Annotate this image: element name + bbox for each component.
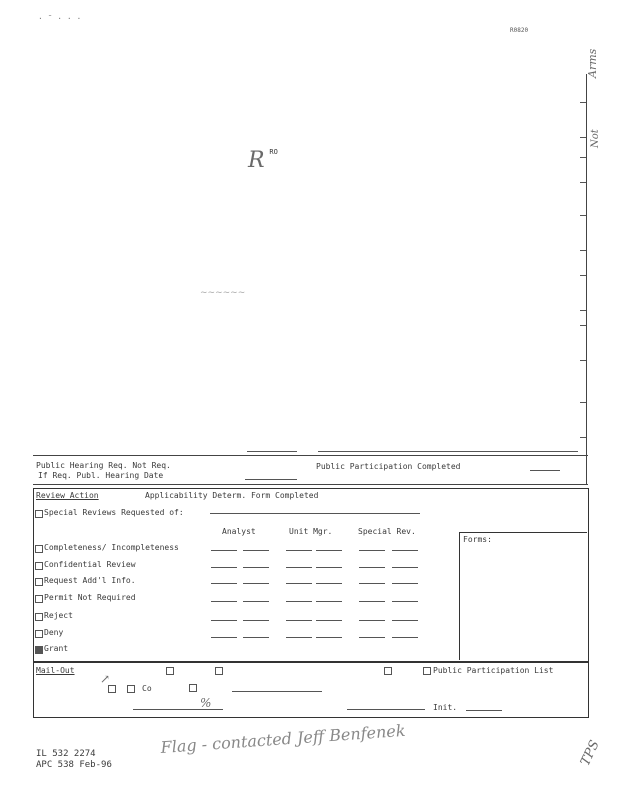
public-participation-label: Public Participation Completed	[316, 462, 461, 471]
mail-checkbox-1[interactable]	[166, 667, 174, 675]
deny-checkbox[interactable]	[35, 630, 43, 638]
request-info-label: Request Add'l Info.	[44, 576, 136, 585]
review-action-title: Review Action	[36, 491, 99, 500]
request-info-checkbox[interactable]	[35, 578, 43, 586]
public-hearing-label: Public Hearing Req. Not Req.	[36, 461, 171, 470]
mail-checkbox-6[interactable]	[189, 684, 197, 692]
form-id: IL 532 2274	[36, 749, 96, 759]
public-hearing-date-label: If Req. Publ. Hearing Date	[38, 471, 164, 480]
reject-checkbox[interactable]	[35, 613, 43, 621]
init-label: Init.	[433, 703, 458, 712]
co-label: Co	[142, 684, 152, 693]
mail-checkbox-2[interactable]	[215, 667, 223, 675]
mail-handwritten-mark: ↗	[100, 672, 111, 686]
mail-checkbox-4[interactable]	[108, 685, 116, 693]
mail-checkbox-5[interactable]	[127, 685, 135, 693]
document-stamp: R0820	[510, 27, 529, 34]
col-header-special-rev: Special Rev.	[358, 527, 416, 536]
confidential-review-label: Confidential Review	[44, 560, 136, 569]
upper-section-rule	[33, 455, 588, 456]
upper-bottom-rule	[33, 484, 588, 485]
applicability-label: Applicability Determ. Form Completed	[145, 491, 319, 500]
reject-label: Reject	[44, 611, 73, 620]
completeness-checkbox[interactable]	[35, 545, 43, 553]
public-participation-list-label: Public Participation List	[433, 666, 554, 675]
permit-not-required-checkbox[interactable]	[35, 595, 43, 603]
grant-checkbox[interactable]	[35, 646, 43, 654]
faint-scribble: ~~~~~~	[200, 288, 246, 298]
margin-note-ro	[248, 148, 278, 173]
public-list-checkbox[interactable]	[423, 667, 431, 675]
corner-handwritten-note: TPS	[578, 738, 603, 769]
col-header-analyst: Analyst	[222, 527, 256, 536]
completeness-label: Completeness/ Incompleteness	[44, 543, 179, 552]
margin-note-not: Not	[590, 129, 601, 148]
handwritten-initial: R	[248, 148, 265, 173]
special-reviews-label: Special Reviews Requested of:	[44, 508, 184, 517]
right-border	[586, 74, 587, 484]
mail-out-title: Mail-Out	[36, 666, 75, 675]
confidential-review-checkbox[interactable]	[35, 562, 43, 570]
margin-note-ro-text: RO	[269, 148, 278, 156]
permit-not-required-label: Permit Not Required	[44, 593, 136, 602]
col-header-unit-mgr: Unit Mgr.	[289, 527, 333, 536]
forms-label: Forms:	[463, 535, 492, 544]
grant-label: Grant	[44, 644, 69, 653]
handwritten-flag-note: Flag - contacted Jeff Benfenek	[160, 720, 407, 757]
mail-handwritten-initials: %	[200, 696, 212, 710]
deny-label: Deny	[44, 628, 64, 637]
header-specks: · ˉ · · ·	[38, 14, 82, 23]
margin-note-arms: Arms	[586, 48, 599, 78]
form-id-2: APC 538 Feb-96	[36, 760, 112, 767]
mail-checkbox-3[interactable]	[384, 667, 392, 675]
forms-box	[459, 532, 587, 660]
special-reviews-checkbox[interactable]	[35, 510, 43, 518]
